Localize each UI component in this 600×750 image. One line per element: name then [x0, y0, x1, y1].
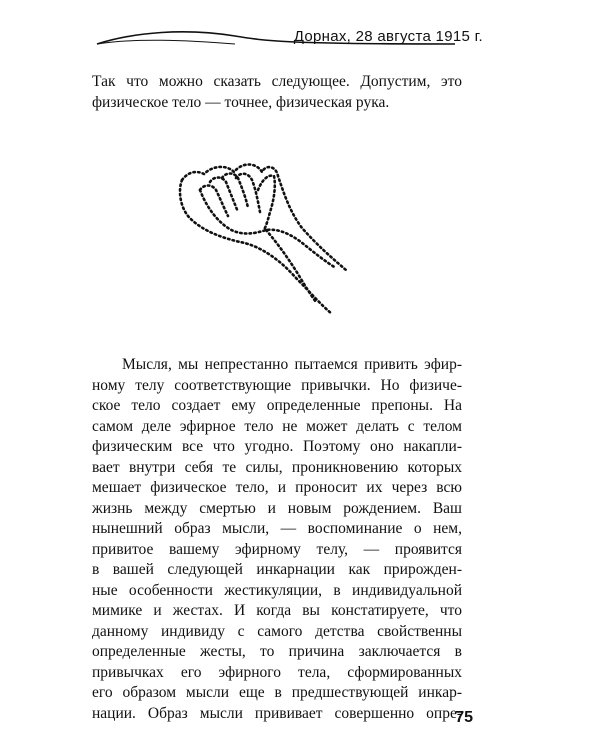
text-line: привычках его эфирного тела, сформированных: [92, 663, 462, 681]
text-line: физическим все что угодно. Поэтому оно накапли-: [92, 438, 462, 455]
page-number: 75: [455, 709, 473, 726]
main-paragraph: [92, 355, 462, 724]
intro-paragraph: [92, 72, 462, 113]
text-line: привитое вашему эфирному телу, — проявится: [92, 540, 462, 558]
text-line: мимике и жестах. И когда вы констатируете, что: [92, 602, 462, 619]
text-line: Мысля, мы непрестанно пытаемся привить эфир-: [122, 356, 462, 373]
text-line: нации. Образ мысли прививает совершенно опре-: [92, 704, 462, 722]
running-head: Дорнах, 28 августа 1915 г.: [293, 28, 483, 45]
text-line: вает внутри себя те силы, проникновению которых: [92, 458, 462, 476]
text-line: нынешний образ мысли, — воспоминание о нем,: [92, 520, 462, 537]
text-line: жизнь между смертью и новым рождением. Ваш: [92, 499, 462, 517]
dotted-hand-drawing-icon: [170, 150, 360, 320]
text-line: физическое тело — точнее, физическая рука.: [92, 93, 390, 111]
text-line: данному индивиду с самого детства свойственны: [92, 622, 462, 640]
text-line: в вашей следующей инкарнации как прирожден-: [92, 561, 462, 578]
text-line: ному телу соответствующие привычки. Но физиче-: [92, 376, 462, 394]
text-line: мешает физическое тело, и проносит их через всю: [92, 479, 462, 496]
text-line: самом деле эфирное тело не может делать с телом: [92, 417, 462, 435]
text-line: его образом мысли еще в предшествующей инкар-: [92, 684, 462, 701]
text-line: Так что можно сказать следующее. Допустим, это: [92, 73, 462, 90]
text-line: ское тело создает ему определенные препоны. На: [92, 397, 462, 414]
text-line: ные особенности жестикуляции, в индивидуальной: [92, 581, 462, 599]
text-line: определенные жесты, то причина заключается в: [92, 643, 462, 660]
